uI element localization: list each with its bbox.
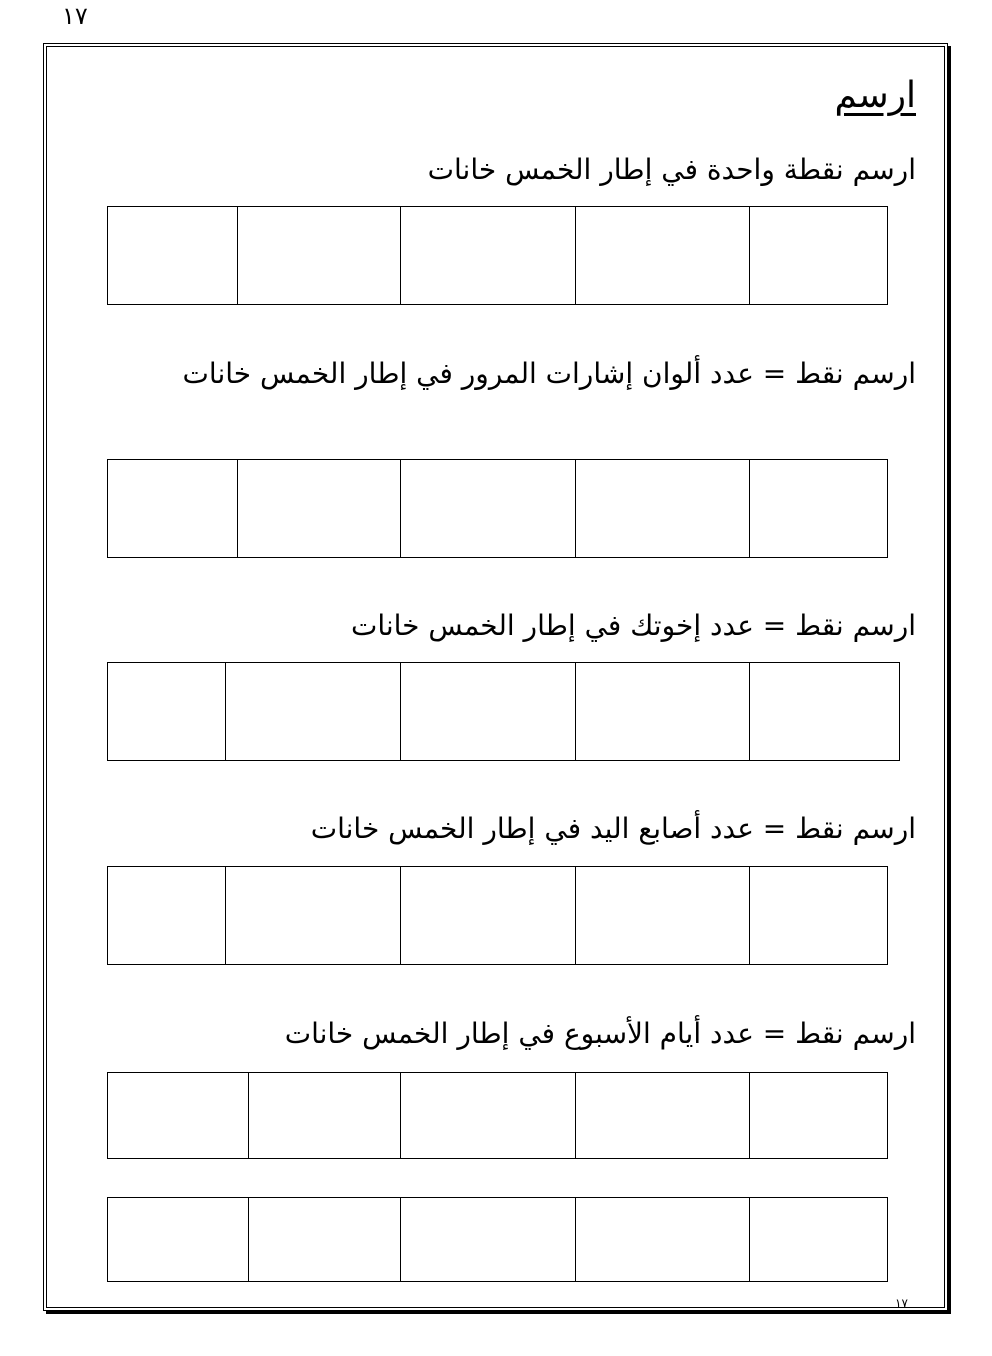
instruction-4: ارسم نقط = عدد أصابع اليد في إطار الخمس خانات [310, 812, 916, 845]
frame-cell[interactable] [575, 867, 749, 964]
frame-cell[interactable] [575, 1198, 749, 1281]
instruction-1: ارسم نقطة واحدة في إطار الخمس خانات [427, 153, 916, 186]
frame-cell[interactable] [237, 460, 400, 557]
page-number-top: ١٧ [62, 2, 88, 30]
frame-cell[interactable] [400, 663, 575, 760]
five-frame-3 [107, 662, 900, 761]
frame-cell[interactable] [749, 460, 887, 557]
five-frame-6 [107, 1197, 888, 1282]
frame-cell[interactable] [400, 1198, 575, 1281]
frame-cell[interactable] [749, 663, 899, 760]
frame-cell[interactable] [400, 1073, 575, 1158]
five-frame-5 [107, 1072, 888, 1159]
frame-cell[interactable] [749, 867, 887, 964]
frame-cell[interactable] [108, 867, 225, 964]
frame-cell[interactable] [400, 460, 575, 557]
frame-cell[interactable] [575, 460, 749, 557]
five-frame-4 [107, 866, 888, 965]
frame-cell[interactable] [108, 207, 237, 304]
frame-cell[interactable] [225, 663, 400, 760]
frame-cell[interactable] [237, 207, 400, 304]
frame-cell[interactable] [225, 867, 400, 964]
frame-cell[interactable] [108, 460, 237, 557]
frame-cell[interactable] [400, 207, 575, 304]
five-frame-1 [107, 206, 888, 305]
instruction-5: ارسم نقط = عدد أيام الأسبوع في إطار الخمس خانات [284, 1017, 916, 1050]
frame-cell[interactable] [749, 1198, 887, 1281]
five-frame-2 [107, 459, 888, 558]
instruction-2: ارسم نقط = عدد ألوان إشارات المرور في إطار الخمس خانات [182, 357, 916, 390]
frame-cell[interactable] [248, 1073, 400, 1158]
frame-cell[interactable] [248, 1198, 400, 1281]
frame-cell[interactable] [400, 867, 575, 964]
page-title: ارسم [834, 75, 916, 116]
page-number-bottom: ١٧ [895, 1296, 908, 1310]
frame-cell[interactable] [108, 1198, 248, 1281]
instruction-3: ارسم نقط = عدد إخوتك في إطار الخمس خانات [350, 609, 916, 642]
frame-cell[interactable] [575, 663, 749, 760]
frame-cell[interactable] [108, 1073, 248, 1158]
frame-cell[interactable] [108, 663, 225, 760]
frame-cell[interactable] [575, 1073, 749, 1158]
frame-cell[interactable] [575, 207, 749, 304]
frame-cell[interactable] [749, 1073, 887, 1158]
frame-cell[interactable] [749, 207, 887, 304]
